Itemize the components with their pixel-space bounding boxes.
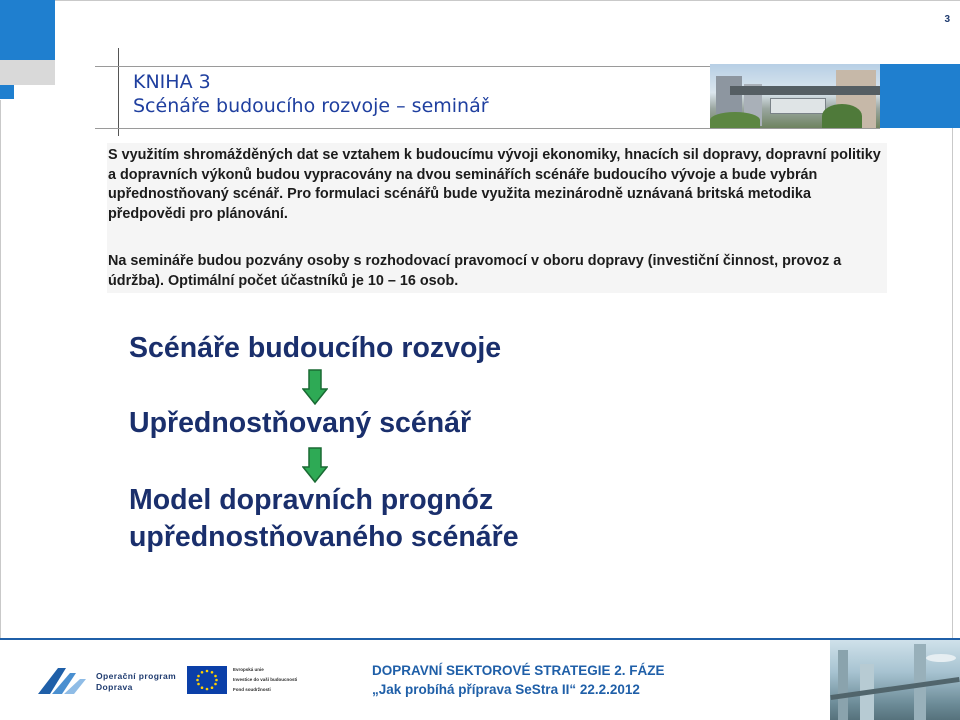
- intro-paragraph-2: Na semináře budou pozvány osoby s rozhodovací pravomocí v oboru dopravy (investiční činnost, provoz a údržba). Optimální počet účastníků je 10 – 16 osob.: [108, 253, 842, 289]
- op-logo-line2: Doprava: [96, 682, 133, 692]
- flow-step-model-line2: upřednostňovaného scénáře: [129, 521, 519, 553]
- frame-left-line: [0, 100, 1, 640]
- eu-text-line1: Evropská unie: [233, 667, 264, 672]
- footer-divider: [0, 638, 960, 640]
- footer-subtitle: „Jak probíhá příprava SeStra II“ 22.2.2012: [372, 682, 640, 697]
- eu-text-line3: Fond soudržnosti: [233, 687, 271, 692]
- green-down-arrow-icon: [302, 369, 328, 405]
- header-monorail-photo: [710, 64, 880, 128]
- header-blue-block: [880, 64, 960, 128]
- header-vertical-divider: [118, 48, 119, 136]
- page-number: 3: [944, 14, 950, 25]
- flow-step-preferred-scenario: Upřednostňovaný scénář: [129, 407, 472, 439]
- header-title-line1: KNIHA 3: [133, 71, 211, 93]
- eu-text-line2: Investice do vaší budoucnosti: [233, 677, 298, 682]
- operacni-program-doprava-logo: [36, 665, 92, 695]
- op-logo-line1: Operační program: [96, 671, 177, 681]
- eu-flag-icon: [187, 666, 227, 694]
- footer-title: DOPRAVNÍ SEKTOROVÉ STRATEGIE 2. FÁZE: [372, 663, 665, 678]
- frame-top-line: [55, 0, 960, 1]
- green-down-arrow-icon: [302, 447, 328, 483]
- corner-blue-square: [0, 0, 55, 60]
- corner-small-square: [0, 85, 14, 99]
- footer-futuristic-city-image: [830, 640, 960, 720]
- flow-step-scenarios: Scénáře budoucího rozvoje: [129, 332, 502, 364]
- corner-gray-square: [0, 60, 55, 85]
- op-logo-text: [96, 671, 176, 693]
- slide-header-title: [133, 70, 489, 118]
- header-bottom-rule: [95, 128, 880, 129]
- header-title-line2: Scénáře budoucího rozvoje – seminář: [133, 95, 489, 117]
- flow-step-model-line1: Model dopravních prognóz: [129, 484, 494, 516]
- eu-fund-text: [233, 665, 325, 695]
- intro-paragraph-1: S využitím shromážděných dat se vztahem k budoucímu vývoji ekonomiky, hnacích sil dopravy, dopravní politiky a dopravních výkonů budou vypracovány na dvou seminářích scénáře budoucího vývoje a bude vybrán upřednostňovaný scénář. Pro formulaci scénářů bude využita mezinárodně uznávaná britská metodika předpovědi pro plánování.: [108, 147, 881, 222]
- frame-right-line: [952, 125, 953, 640]
- intro-text-box: [107, 143, 887, 293]
